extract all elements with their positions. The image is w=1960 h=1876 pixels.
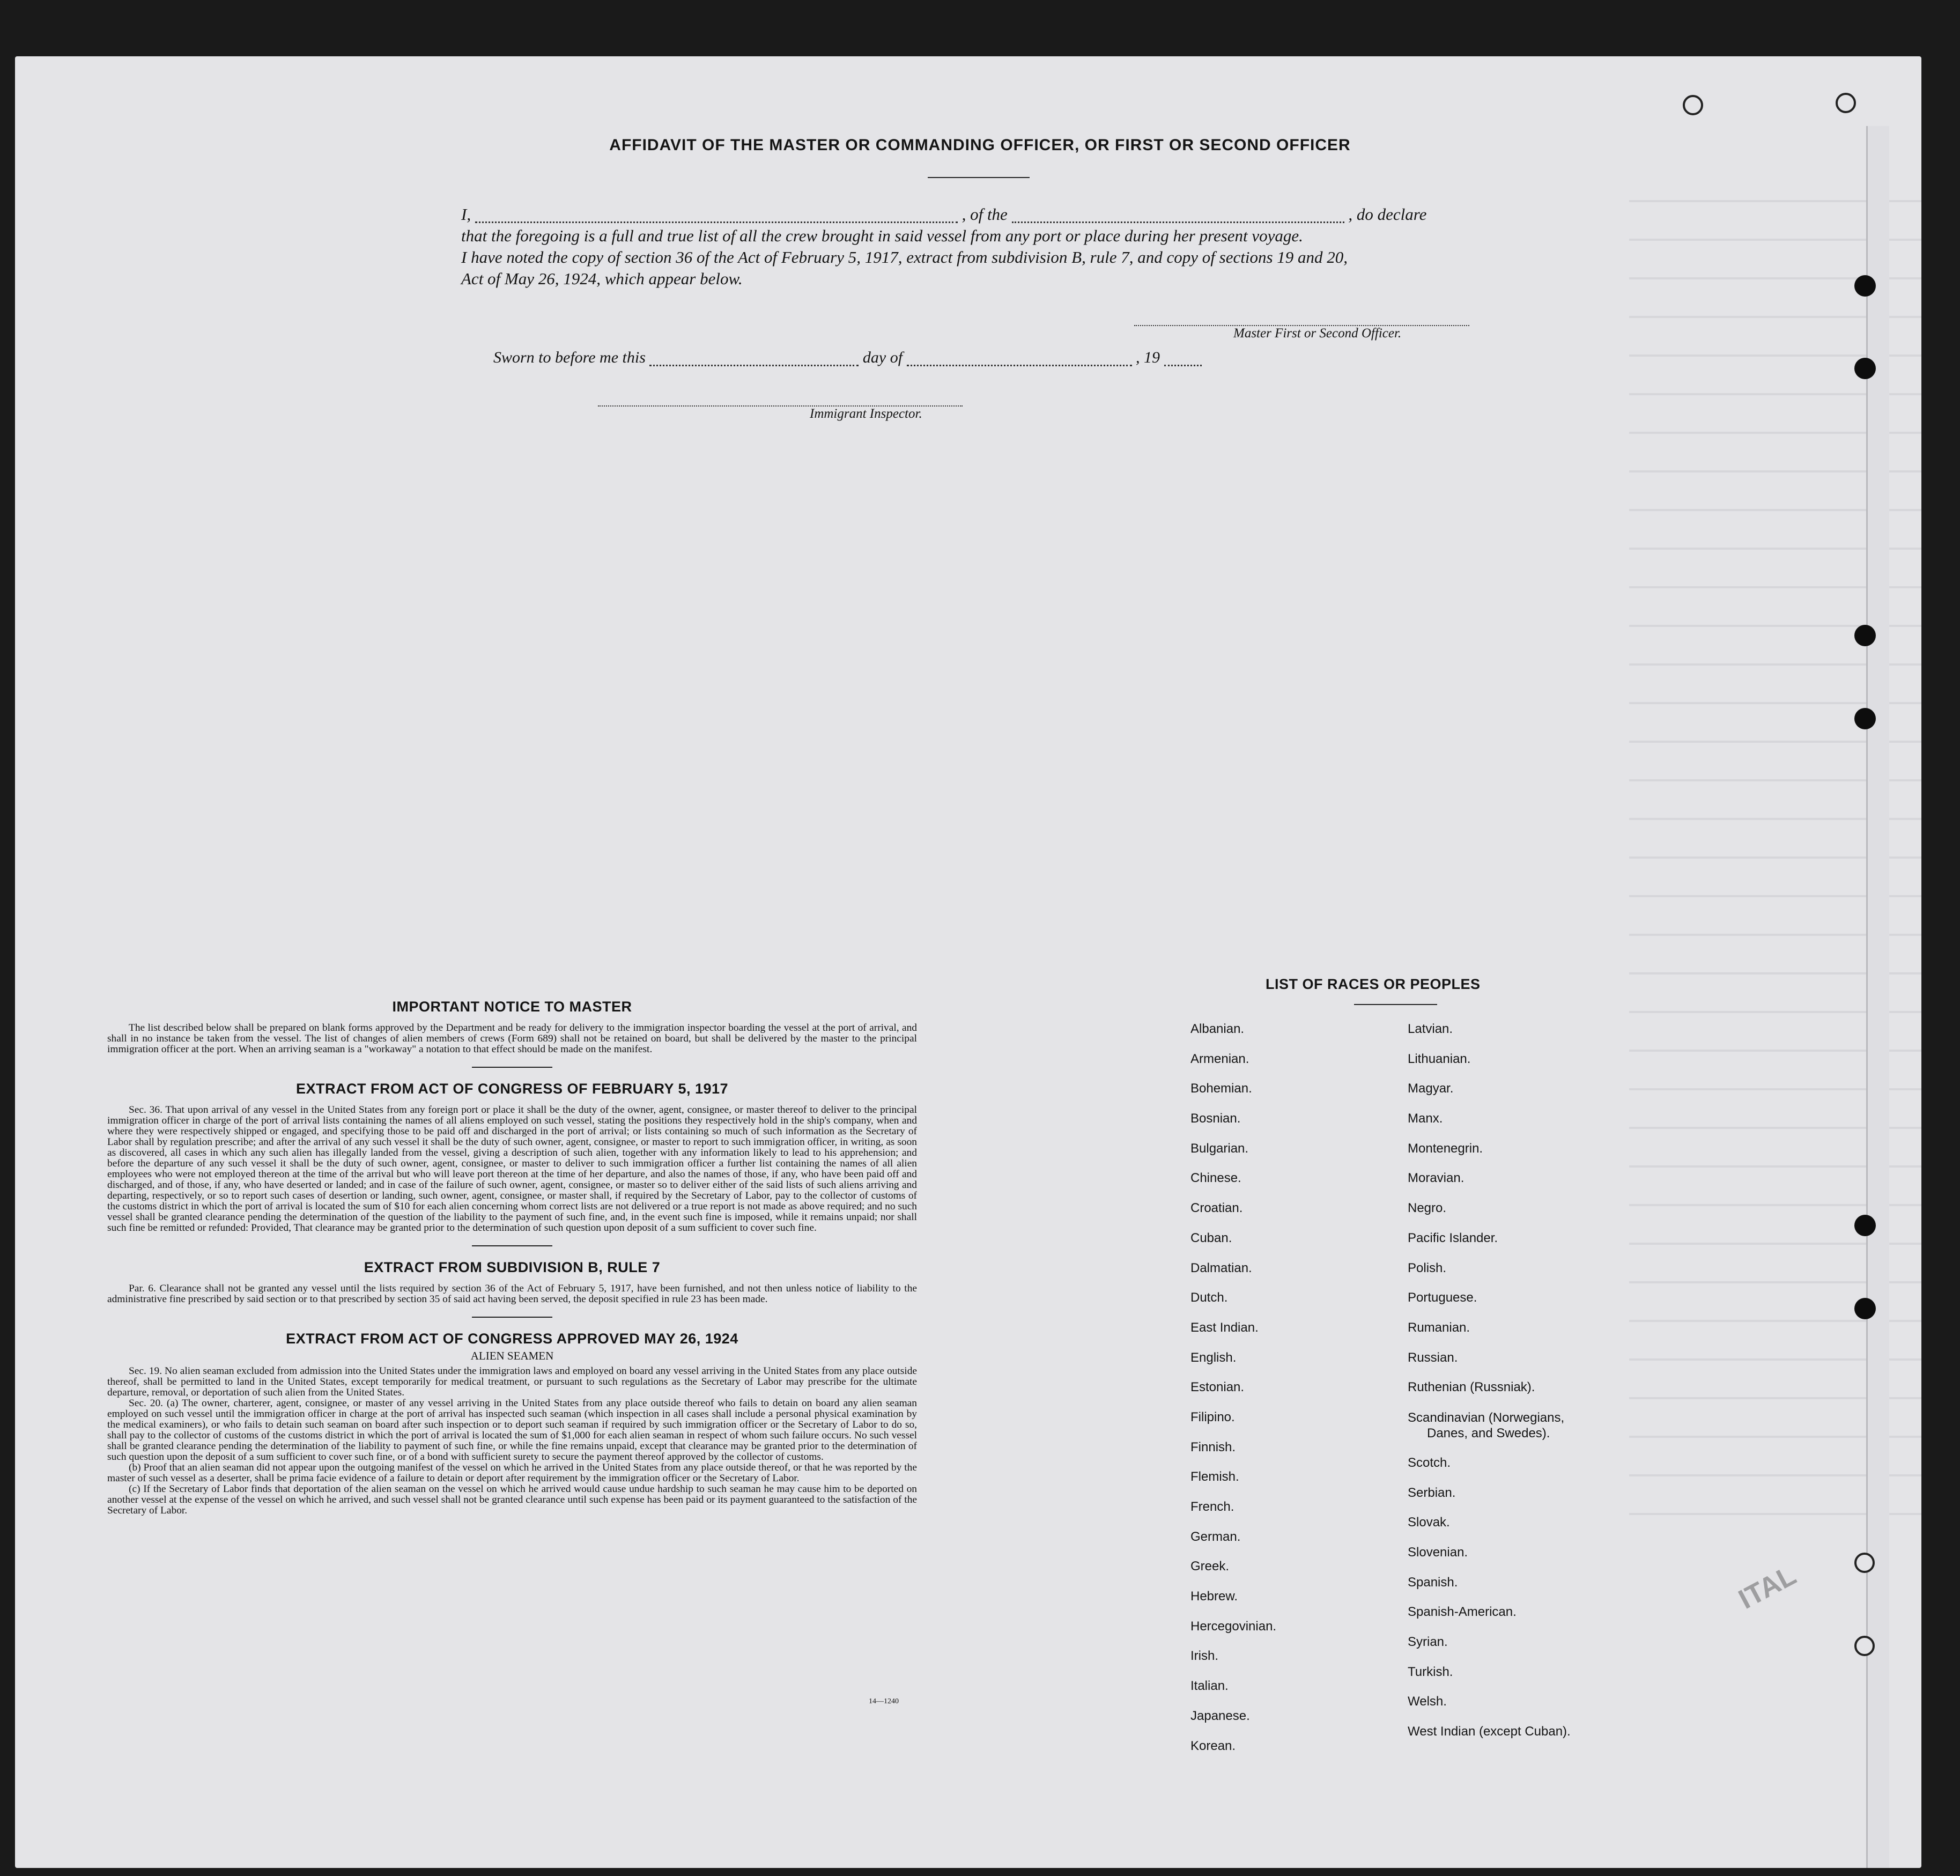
sworn-label: Sworn to before me this [493, 349, 646, 366]
race-item: Flemish. [1190, 1469, 1239, 1484]
race-item: Spanish-American. [1408, 1605, 1517, 1620]
race-item: Croatian. [1190, 1201, 1243, 1216]
race-item: Montenegrin. [1408, 1141, 1483, 1156]
sworn-year-field[interactable] [1164, 352, 1202, 366]
race-item: Japanese. [1190, 1708, 1250, 1723]
race-item: Italian. [1190, 1679, 1229, 1694]
notice-title: IMPORTANT NOTICE TO MASTER [392, 999, 632, 1015]
document-page [15, 56, 1921, 1868]
notice-body: The list described below shall be prepared on blank forms approved by the Department and be ready for delivery to the immigration inspector boarding the vessel at the port of arrival, and shall in no instance be taken from the vessel. The list of changes of alien members of crews (Form 689) shall not be retained on board, but shall be delivered by the master to the principal immigration officer at the port. When an arriving seaman is a "workaway" a notation to that effect should be made on the manifest. [107, 1022, 917, 1055]
extract-1917-title: EXTRACT FROM ACT OF CONGRESS OF FEBRUARY 5, 1917 [295, 1081, 729, 1097]
race-item: Negro. [1408, 1201, 1447, 1216]
section-20a-text: Sec. 20. (a) The owner, charterer, agent, consignee, or master of any vessel arriving in the United States from any place outside thereof who fails to detain on board any alien seaman employed on such vessel until the immigration officer in charge at the port of arrival has inspected such seaman (which inspection in all cases shall include a personal physical examination by the medical examiners), or who fails to detain such seaman on board after such inspection or to deport such seaman if required by such immigration officer or the Secretary of Labor to do so, shall pay to the collector of customs of the customs district in which the port of arrival is located the sum of $1,000 for each alien seaman in respect of whom such failure occurs. No such vessel shall be granted clearance pending the determination of the liability to payment of such fine, or while the fine remains unpaid, except that clearance may be granted prior to the determination of such question upon the deposit of a sum sufficient to cover such fine, or of a bond with sufficient surety to secure the payment thereof approved by the collector of customs. [107, 1398, 917, 1463]
race-item: Dalmatian. [1190, 1260, 1252, 1275]
affidavit-i-label: I, [461, 205, 471, 224]
sworn-month-field[interactable] [907, 352, 1132, 366]
race-item: Slovak. [1408, 1515, 1450, 1530]
race-item: Rumanian. [1408, 1320, 1470, 1335]
affidavit-line-4: Act of May 26, 1924, which appear below. [461, 269, 743, 288]
race-item: Serbian. [1408, 1485, 1456, 1500]
alien-seamen-subtitle: ALIEN SEAMEN [470, 1349, 554, 1362]
race-item: Dutch. [1190, 1290, 1228, 1305]
affidavit-line-3: I have noted the copy of section 36 of the Act of February 5, 1917, extract from subdivision B, rule 7, and copy of sections 19 and 20, [461, 248, 1348, 267]
race-item: Magyar. [1408, 1081, 1454, 1096]
race-item: Finnish. [1190, 1439, 1236, 1454]
race-item-continuation: Danes, and Swedes). [1427, 1426, 1550, 1441]
race-item: Korean. [1190, 1738, 1236, 1753]
section-divider [472, 1245, 552, 1246]
race-item: French. [1190, 1500, 1234, 1514]
race-item: Scotch. [1408, 1455, 1451, 1470]
binder-hole-icon [1854, 625, 1876, 646]
section-divider [472, 1067, 552, 1068]
race-item: East Indian. [1190, 1320, 1259, 1335]
race-item: Bosnian. [1190, 1111, 1241, 1126]
race-item: Cuban. [1190, 1230, 1232, 1245]
race-item: Polish. [1408, 1260, 1447, 1275]
subdivision-b-body: Par. 6. Clearance shall not be granted any vessel until the lists required by section 36 of the Act of February 5, 1917, have been furnished, and not then unless notice of liability to the administrative fine prescribed by said section or to that prescribed by section 35 of said act having been served, the deposit specified in rule 23 has been made. [107, 1283, 917, 1305]
race-item: West Indian (except Cuban). [1408, 1724, 1571, 1739]
race-item: English. [1190, 1350, 1237, 1365]
page-edge [1866, 126, 1889, 1868]
day-of-label: day of [862, 349, 903, 366]
race-item: Bohemian. [1190, 1081, 1252, 1096]
race-item: Hercegovinian. [1190, 1619, 1277, 1634]
subdivision-b-title: EXTRACT FROM SUBDIVISION B, RULE 7 [364, 1259, 661, 1275]
extract-1917-body: Sec. 36. That upon arrival of any vessel in the United States from any foreign port or place it shall be the duty of the owner, agent, consignee, or master thereof to deliver to the principal immigration officer in charge of the port of arrival lists containing the names of all aliens employed on such vessel, stating the positions they respectively hold in the ship's company, when and where they were respectively shipped or engaged, and specifying those to be paid off and discharged in the port of arrival; or lists containing so much of such information as the Secretary of Labor shall by regulation prescribe; and after the arrival of any such vessel it shall be the duty of such owner, agent, consignee, or master to report to such immigration officer, in writing, as soon as discovered, all cases in which any such alien has illegally landed from the vessel, giving a description of such alien, together with any information likely to lead to his apprehension; and before the departure of any such vessel it shall be the duty of such owner, agent, consignee, or master to deliver to such immigration officer a further list containing the names of all alien employees who were not employed thereon at the time of the arrival but who will leave port thereon at the time of her departure, and also the names of those, if any, who have been paid off and discharged, and of those, if any, who have deserted or landed; and in case of the failure of such owner, agent, consignee, or master so to deliver either of the said lists of such aliens arriving and departing, respectively, or so to report such cases of desertion or landing, such owner, agent, consignee, or master shall, if required by the Secretary of Labor, pay to the collector of customs of the customs district in which the port of arrival is located the sum of $10 for each alien concerning whom correct lists are not delivered or a true report is not made as above required; and no such vessel shall be granted clearance pending the determination of the question of the liability to the payment of such fine, and, in the event such fine is imposed, while it remains unpaid; nor shall such fine be remitted or refunded: Provided, That clearance may be granted prior to the determination of such question upon deposit of a sum sufficient to cover such fine. [107, 1104, 917, 1234]
race-item: Welsh. [1408, 1694, 1447, 1709]
binder-hole-icon [1854, 1553, 1875, 1573]
affidavit-do-declare-label: , do declare [1348, 205, 1427, 224]
race-item: Albanian. [1190, 1022, 1245, 1036]
race-item: Latvian. [1408, 1022, 1453, 1036]
faint-stamp: ITAL [1733, 1560, 1801, 1615]
sworn-day-field[interactable] [649, 352, 859, 366]
section-divider [472, 1317, 552, 1318]
binder-hole-icon [1854, 708, 1876, 729]
race-item: Moravian. [1408, 1171, 1465, 1186]
race-item: Filipino. [1190, 1409, 1235, 1424]
binder-hole-icon [1854, 358, 1876, 379]
name-blank-field[interactable] [475, 209, 958, 223]
binder-hole-icon [1836, 93, 1856, 113]
race-item: Lithuanian. [1408, 1051, 1471, 1066]
year-label: , 19 [1136, 349, 1160, 366]
race-item: Ruthenian (Russniak). [1408, 1380, 1535, 1395]
race-item: Portuguese. [1408, 1290, 1477, 1305]
race-item: Hebrew. [1190, 1589, 1238, 1604]
section-20c-text: (c) If the Secretary of Labor finds that deportation of the alien seaman on the vessel on which he arrived would cause undue hardship to such seaman he may cause him to be deported on another vessel at the expense of the vessel on which he arrived, and such vessel shall not be granted clearance until such expense has been paid or its payment guaranteed to the satisfaction of the Secretary of Labor. [107, 1483, 917, 1516]
binder-hole-icon [1854, 1215, 1876, 1236]
inspector-label: Immigrant Inspector. [810, 407, 922, 421]
affidavit-of-the-label: , of the [961, 205, 1008, 224]
binder-hole-icon [1854, 275, 1876, 297]
race-item: Greek. [1190, 1559, 1230, 1574]
race-item: Russian. [1408, 1350, 1458, 1365]
race-item: Turkish. [1408, 1664, 1453, 1679]
affidavit-line-2: that the foregoing is a full and true list of all the crew brought in said vessel from any port or place during her present voyage. [461, 226, 1303, 245]
title-divider [928, 177, 1030, 178]
race-item: German. [1190, 1529, 1241, 1544]
affidavit-declaration [461, 204, 1534, 290]
races-left-column [1190, 1022, 1276, 1768]
binder-hole-icon [1854, 1298, 1876, 1319]
sworn-line [493, 349, 1202, 367]
race-item: Irish. [1190, 1649, 1219, 1664]
races-right-column [1408, 1022, 1571, 1754]
section-20b-text: (b) Proof that an alien seaman did not appear upon the outgoing manifest of the vessel on which he arrived in the United States from any place outside thereof, or that he was reported by the master of such vessel as a deserter, shall be prima facie evidence of a failure to detain or deport after requirement by the immigration officer or the Secretary of Labor. [107, 1462, 917, 1484]
race-item: Slovenian. [1408, 1545, 1468, 1560]
race-item: Chinese. [1190, 1171, 1241, 1186]
notice-column [107, 999, 917, 1516]
master-signature-label: Master First or Second Officer. [1233, 326, 1402, 341]
race-item: Scandinavian (Norwegians, Danes, and Swedes). [1408, 1410, 1571, 1456]
form-number: 14—1240 [869, 1697, 899, 1705]
races-title-divider [1354, 1004, 1437, 1005]
race-item: Manx. [1408, 1111, 1443, 1126]
race-item: Estonian. [1190, 1380, 1245, 1395]
race-item: Bulgarian. [1190, 1141, 1249, 1156]
vessel-blank-field[interactable] [1012, 209, 1344, 223]
race-item: Armenian. [1190, 1051, 1249, 1066]
binder-hole-icon [1683, 95, 1703, 115]
binder-hole-icon [1854, 1636, 1875, 1656]
race-item: Syrian. [1408, 1635, 1448, 1650]
affidavit-title: AFFIDAVIT OF THE MASTER OR COMMANDING OFFICER, OR FIRST OR SECOND OFFICER [609, 136, 1351, 154]
extract-1924-title: EXTRACT FROM ACT OF CONGRESS APPROVED MAY 26, 1924 [286, 1331, 738, 1347]
races-title: LIST OF RACES OR PEOPLES [1266, 976, 1481, 992]
race-item: Spanish. [1408, 1575, 1458, 1590]
section-19-text: Sec. 19. No alien seaman excluded from admission into the United States under the immigration laws and employed on board any vessel arriving in the United States from any place outside thereof, shall be permitted to land in the United States, except temporarily for medical treatment, or pursuant to such regulations as the Secretary of Labor may prescribe for the ultimate departure, removal, or deportation of such alien from the United States. [107, 1365, 917, 1398]
race-item: Pacific Islander. [1408, 1230, 1498, 1245]
